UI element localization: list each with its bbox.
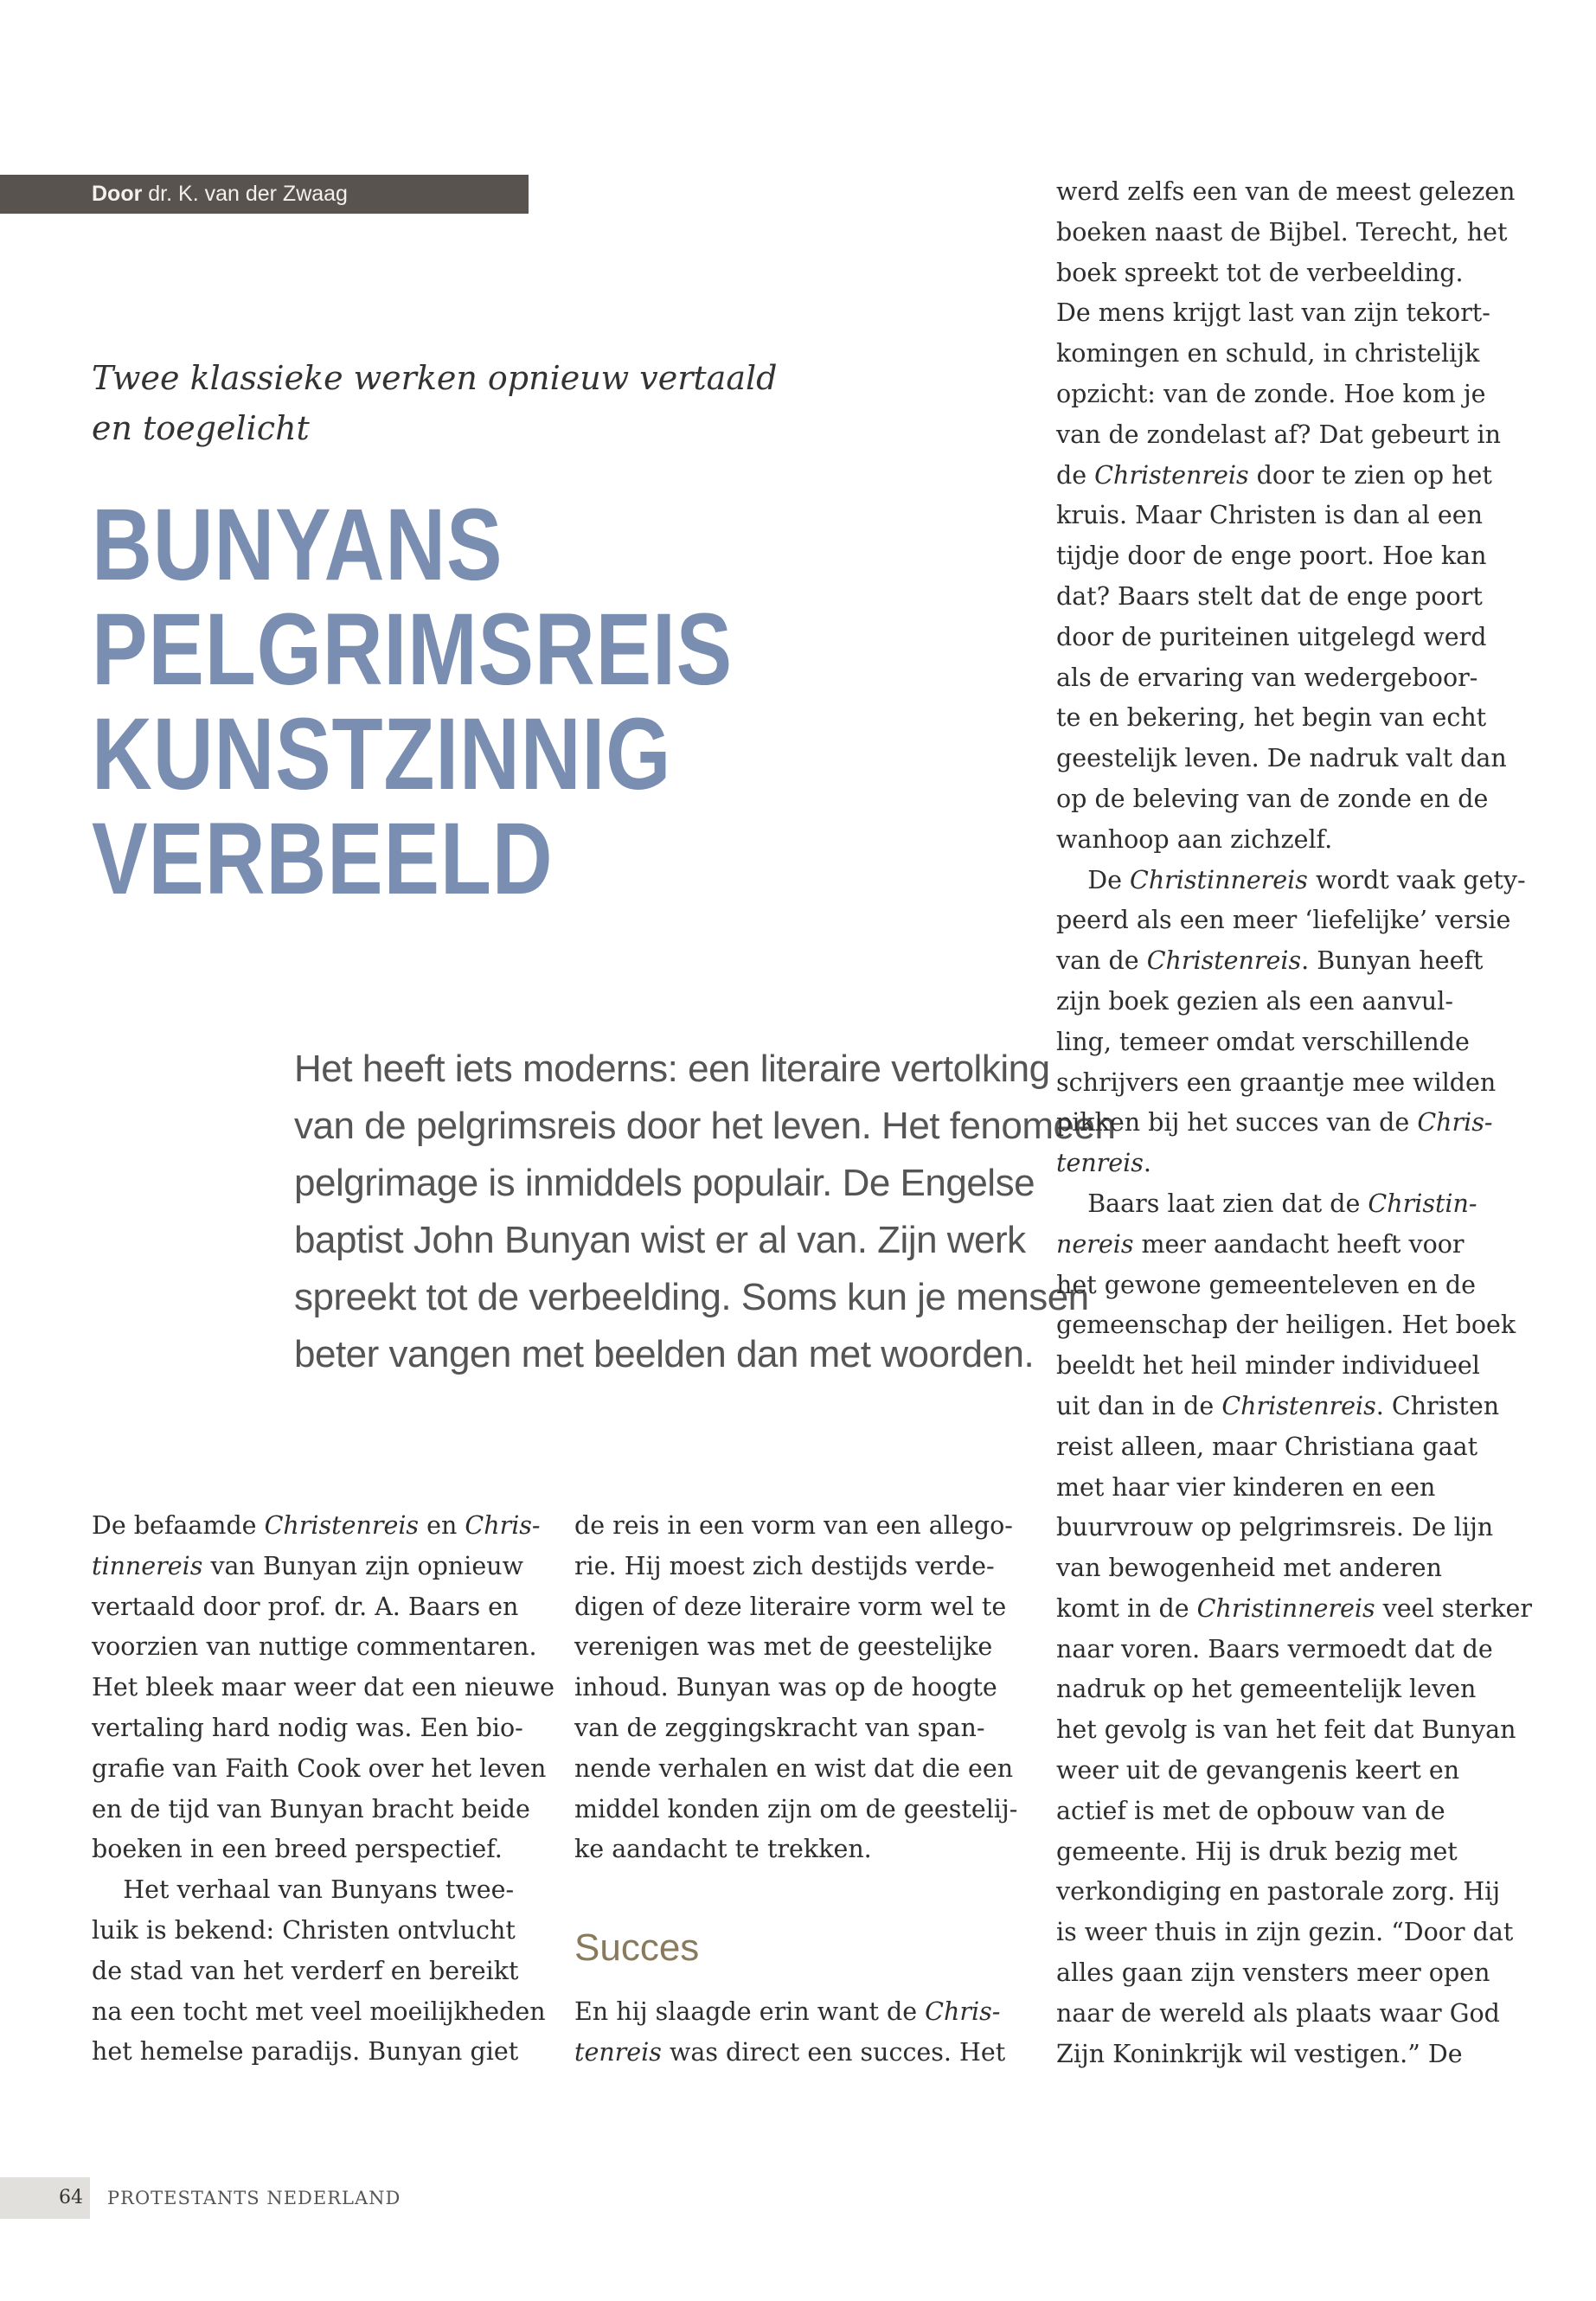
text-segment: was direct een succes. Het: [661, 2037, 1006, 2067]
text-line: [1056, 334, 1541, 375]
italic-title: tenreis: [1056, 1149, 1144, 1178]
italic-title: tenreis: [574, 2037, 662, 2067]
text-line: [1056, 1832, 1541, 1873]
text-line: [1056, 1508, 1541, 1548]
text-segment: boek spreekt tot de verbeelding.: [1056, 258, 1464, 287]
text-line: [1056, 1063, 1541, 1104]
text-segment: Baars laat zien dat de: [1056, 1189, 1368, 1218]
text-segment: ling, temeer omdat verschillende: [1056, 1027, 1470, 1056]
text-segment: reist alleen, maar Christiana gaat: [1056, 1432, 1478, 1461]
text-line: [1056, 1791, 1541, 1832]
text-line: [574, 1830, 1024, 1870]
intro-line: Het heeft iets moderns: een literaire vertolking: [294, 1048, 1050, 1090]
text-line: [574, 1749, 1024, 1790]
section-heading-succes: Succes: [574, 1926, 700, 1969]
text-segment: geestelijk leven. De nadruk valt dan: [1056, 744, 1507, 773]
text-line: [1056, 293, 1541, 334]
text-segment: tijdje door de enge poort. Hoe kan: [1056, 542, 1487, 571]
text-line: [1056, 1548, 1541, 1589]
text-segment: kruis. Maar Christen is dan al een: [1056, 501, 1483, 530]
text-segment: te en bekering, het begin van echt: [1056, 703, 1487, 733]
intro-line: pelgrimage is inmiddels populair. De Engelse: [294, 1162, 1035, 1204]
text-segment: dat? Baars stelt dat de enge poort: [1056, 581, 1483, 611]
text-segment: verenigen was met de geestelijke: [574, 1632, 993, 1662]
text-line: [1056, 1589, 1541, 1630]
italic-title: Chris-: [1417, 1108, 1493, 1138]
text-segment: actief is met de opbouw van de: [1056, 1796, 1445, 1825]
text-segment: is weer thuis in zijn gezin. “Door dat: [1056, 1918, 1514, 1947]
article-subtitle: [92, 353, 784, 453]
text-segment: ke aandacht te trekken.: [574, 1835, 872, 1864]
text-line: [574, 1506, 1024, 1547]
article-headline: [92, 488, 843, 916]
text-line: [1056, 739, 1541, 779]
text-line: [1056, 577, 1541, 618]
text-line: [1056, 1305, 1541, 1346]
text-segment: met haar vier kinderen en een: [1056, 1472, 1436, 1502]
text-segment: alles gaan zijn vensters meer open: [1056, 1958, 1490, 1988]
text-line: [92, 1911, 542, 1952]
text-line: [1056, 658, 1541, 699]
text-segment: pikken bij het succes van de: [1056, 1108, 1418, 1138]
text-segment: . Bunyan heeft: [1301, 946, 1484, 976]
text-line: [1056, 1468, 1541, 1509]
text-segment: De mens krijgt last van zijn tekort-: [1056, 298, 1490, 328]
text-segment: middel konden zijn om de geestelij-: [574, 1794, 1018, 1823]
byline-author: dr. K. van der Zwaag: [148, 182, 348, 206]
text-segment: inhoud. Bunyan was op de hoogte: [574, 1673, 997, 1702]
italic-title: Christenreis: [264, 1511, 420, 1540]
byline-prefix: Door: [92, 182, 143, 206]
italic-title: tinnereis: [92, 1551, 203, 1580]
text-line: [92, 1547, 542, 1587]
text-segment: De befaamde: [92, 1511, 265, 1540]
text-segment: door te zien op het: [1248, 460, 1492, 490]
italic-title: Christenreis: [1221, 1391, 1376, 1420]
text-line: [1056, 618, 1541, 658]
text-segment: rie. Hij moest zich destijds verde-: [574, 1551, 995, 1580]
subtitle-line: en toegelicht: [92, 409, 310, 447]
text-line: [1056, 172, 1541, 213]
text-line: [574, 1668, 1024, 1708]
text-segment: als de ervaring van wedergeboor-: [1056, 663, 1478, 692]
text-segment: van de zeggingskracht van span-: [574, 1713, 985, 1742]
text-segment: buurvrouw op pelgrimsreis. De lijn: [1056, 1513, 1494, 1542]
text-line: [574, 1992, 1024, 2033]
text-segment: van Bunyan zijn opnieuw: [202, 1551, 523, 1580]
intro-line: spreekt tot de verbeelding. Soms kun je mensen: [294, 1276, 1089, 1318]
text-line: [92, 1992, 546, 2033]
text-segment: komingen en schuld, in christelijk: [1056, 339, 1480, 369]
italic-title: Chris-: [465, 1511, 541, 1540]
text-segment: luik is bekend: Christen ontvlucht: [92, 1915, 516, 1945]
text-segment: van de zondelast af? Dat gebeurt in: [1056, 420, 1501, 449]
text-line: [1056, 1913, 1541, 1953]
intro-line: baptist John Bunyan wist er al van. Zijn werk: [294, 1219, 1026, 1261]
text-segment: de: [1056, 460, 1095, 490]
text-line: [574, 1587, 1024, 1628]
text-line: [574, 1627, 1024, 1668]
text-line: [1056, 861, 1541, 901]
text-line: [1056, 779, 1541, 820]
text-segment: opzicht: van de zonde. Hoe kom je: [1056, 379, 1486, 408]
text-segment: nende verhalen en wist dat die een: [574, 1753, 1014, 1783]
text-line: [1056, 1266, 1541, 1306]
text-line: [1056, 820, 1541, 861]
text-line: [1056, 1022, 1541, 1063]
headline-line: VERBEELD: [92, 802, 554, 916]
text-line: [1056, 1710, 1541, 1751]
text-line: [1056, 456, 1541, 497]
text-segment: wordt vaak gety-: [1307, 865, 1526, 894]
text-line: [1056, 1630, 1541, 1670]
text-line: [1056, 901, 1541, 941]
text-line: [1056, 496, 1541, 536]
page-number: 64: [0, 2177, 90, 2219]
text-line: [92, 1668, 555, 1708]
intro-line: van de pelgrimsreis door het leven. Het fenomeen: [294, 1105, 1116, 1147]
text-line: [1056, 1994, 1541, 2035]
text-line: [92, 1790, 542, 1830]
text-segment: wanhoop aan zichzelf.: [1056, 824, 1333, 854]
text-segment: de stad van het verderf en bereikt: [92, 1956, 519, 1985]
text-segment: peerd als een meer ‘liefelijke’ versie: [1056, 906, 1511, 935]
text-line: [574, 1790, 1024, 1830]
headline-line: PELGRIMSREIS: [92, 593, 734, 707]
text-segment: De: [1056, 865, 1131, 894]
text-segment: beeldt het heil minder individueel: [1056, 1351, 1480, 1381]
text-line: [1056, 1670, 1541, 1710]
italic-title: Christin-: [1368, 1189, 1477, 1218]
text-segment: Het verhaal van Bunyans twee-: [92, 1875, 515, 1905]
text-line: [92, 1627, 542, 1668]
intro-line: beter vangen met beelden dan met woorden.: [294, 1333, 1035, 1375]
text-line: [574, 1547, 1024, 1587]
text-segment: het gevolg is van het feit dat Bunyan: [1056, 1715, 1516, 1745]
text-line: [1056, 1103, 1541, 1144]
text-segment: komt in de: [1056, 1593, 1197, 1623]
body-column-1: [92, 1506, 555, 2073]
body-column-3: [1056, 172, 1541, 2074]
text-line: [1056, 1427, 1541, 1468]
italic-title: Christenreis: [1094, 460, 1249, 490]
text-segment: van de: [1056, 946, 1147, 976]
text-segment: en: [419, 1511, 465, 1540]
text-line: [574, 2033, 1024, 2073]
text-line: [1056, 1953, 1541, 1994]
text-line: [1056, 213, 1541, 253]
body-column-2-continued: [574, 1992, 1024, 2073]
text-line: [1056, 941, 1541, 982]
text-segment: na een tocht met veel moeilijkheden: [92, 1997, 546, 2026]
text-line: [1056, 2035, 1541, 2075]
text-line: [1056, 1225, 1541, 1266]
italic-title: Christenreis: [1146, 946, 1302, 976]
text-segment: voorzien van nuttige commentaren.: [92, 1632, 537, 1662]
text-segment: uit dan in de: [1056, 1391, 1222, 1420]
text-segment: veel sterker: [1375, 1593, 1532, 1623]
italic-title: Chris-: [925, 1997, 1001, 2026]
text-line: [1056, 1144, 1541, 1184]
text-line: [92, 1749, 547, 1790]
text-segment: op de beleving van de zonde en de: [1056, 784, 1489, 813]
text-segment: schrijvers een graantje mee wilden: [1056, 1067, 1497, 1097]
subtitle-line: Twee klassieke werken opnieuw vertaald: [92, 359, 778, 397]
body-column-2: [574, 1506, 1024, 1870]
text-line: [92, 2032, 542, 2073]
text-line: [1056, 253, 1541, 294]
italic-title: nereis: [1056, 1229, 1134, 1259]
italic-title: Christinnereis: [1130, 865, 1308, 894]
text-segment: het hemelse paradijs. Bunyan giet: [92, 2037, 519, 2067]
headline-line: BUNYANS: [92, 488, 503, 602]
text-segment: digen of deze literaire vorm wel te: [574, 1592, 1007, 1621]
text-segment: . Christen: [1375, 1391, 1500, 1420]
text-segment: boeken naast de Bijbel. Terecht, het: [1056, 217, 1508, 247]
text-segment: vertaald door prof. dr. A. Baars en: [92, 1592, 519, 1621]
text-segment: gemeenschap der heiligen. Het boek: [1056, 1311, 1516, 1340]
text-segment: vertaling hard nodig was. Een bio-: [92, 1713, 523, 1742]
text-line: [92, 1506, 542, 1547]
text-line: [1056, 1872, 1541, 1913]
text-line: [1056, 1184, 1541, 1225]
text-segment: nadruk op het gemeentelijk leven: [1056, 1675, 1477, 1704]
text-line: [1056, 982, 1541, 1022]
text-segment: .: [1143, 1149, 1151, 1178]
magazine-name: PROTESTANTS NEDERLAND: [107, 2188, 401, 2208]
text-segment: zijn boek gezien als een aanvul-: [1056, 986, 1453, 1016]
text-segment: gemeente. Hij is druk bezig met: [1056, 1836, 1458, 1866]
text-line: [1056, 536, 1541, 577]
text-segment: grafie van Faith Cook over het leven: [92, 1753, 547, 1783]
italic-title: Christinnereis: [1196, 1593, 1375, 1623]
text-segment: Het bleek maar weer dat een nieuwe: [92, 1673, 555, 1702]
text-line: [1056, 1387, 1541, 1427]
text-segment: de reis in een vorm van een allego-: [574, 1511, 1013, 1540]
text-segment: door de puriteinen uitgelegd werd: [1056, 622, 1487, 651]
text-line: [92, 1830, 542, 1870]
text-line: [574, 1708, 1024, 1749]
text-segment: Zijn Koninkrijk wil vestigen.” De: [1056, 2039, 1463, 2068]
text-segment: werd zelfs een van de meest gelezen: [1056, 177, 1516, 206]
text-line: [92, 1708, 542, 1749]
text-segment: naar voren. Baars vermoedt dat de: [1056, 1634, 1493, 1663]
text-line: [92, 1952, 542, 1992]
text-segment: boeken in een breed perspectief.: [92, 1835, 503, 1864]
text-line: [92, 1870, 542, 1911]
byline-bar: [0, 175, 529, 214]
text-segment: En hij slaagde erin want de: [574, 1997, 926, 2026]
text-line: [1056, 415, 1541, 456]
text-line: [1056, 1346, 1541, 1387]
text-segment: en de tijd van Bunyan bracht beide: [92, 1794, 530, 1823]
text-line: [1056, 698, 1541, 739]
text-segment: weer uit de gevangenis keert en: [1056, 1756, 1460, 1785]
text-line: [1056, 375, 1541, 415]
text-segment: van bewogenheid met anderen: [1056, 1554, 1442, 1583]
headline-line: KUNSTZINNIG: [92, 697, 672, 811]
text-line: [92, 1587, 542, 1628]
text-line: [1056, 1751, 1541, 1791]
text-segment: naar de wereld als plaats waar God: [1056, 1998, 1500, 2028]
text-segment: verkondiging en pastorale zorg. Hij: [1056, 1877, 1501, 1907]
text-segment: meer aandacht heeft voor: [1133, 1229, 1465, 1259]
text-segment: het gewone gemeenteleven en de: [1056, 1270, 1476, 1299]
